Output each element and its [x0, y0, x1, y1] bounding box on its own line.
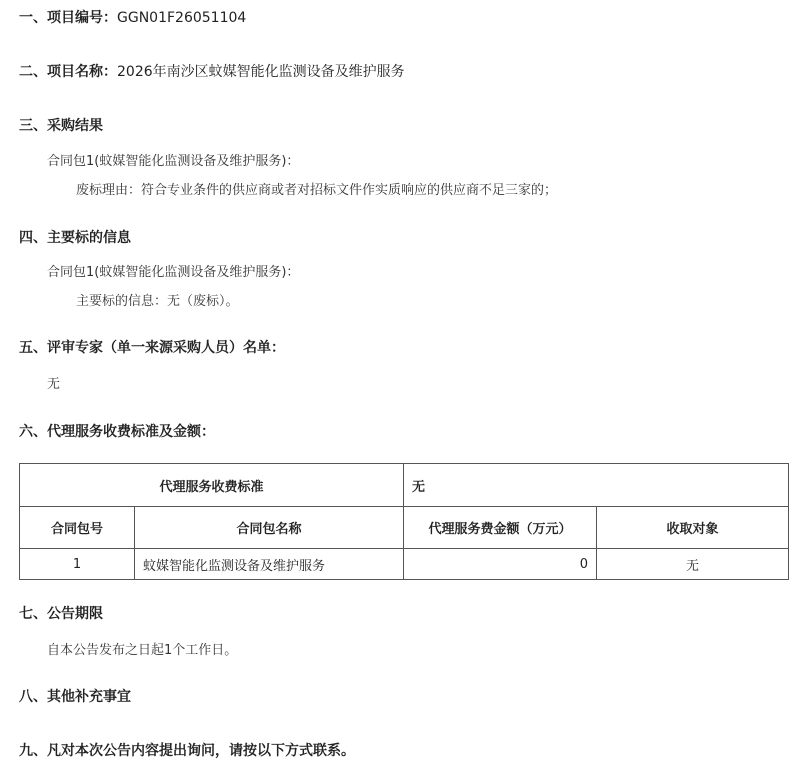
section-7-heading: 七、公告期限 [19, 606, 103, 622]
section-6-heading: 六、代理服务收费标准及金额： [19, 424, 215, 440]
table-row [20, 549, 789, 580]
section-7-content: 自本公告发布之日起1个工作日。 [47, 643, 238, 658]
project-name: 2026年南沙区蚊媒智能化监测设备及维护服务 [117, 64, 405, 80]
fee-table-header-row [20, 507, 789, 549]
project-number: GGN01F26051104 [117, 10, 247, 26]
section-3-package: 合同包1(蚊媒智能化监测设备及维护服务)： [47, 154, 300, 169]
header-package-name: 合同包名称 [135, 507, 404, 549]
section-1-label: 一、项目编号： [19, 10, 117, 26]
section-3-heading: 三、采购结果 [19, 118, 103, 134]
header-fee-amount: 代理服务费金额（万元） [404, 507, 597, 549]
section-1-heading [19, 9, 246, 27]
section-9-heading: 九、凡对本次公告内容提出询问，请按以下方式联系。 [19, 743, 355, 759]
section-2-label: 二、项目名称： [19, 64, 117, 80]
cell-payer: 无 [597, 549, 789, 580]
section-4-heading: 四、主要标的信息 [19, 230, 131, 246]
cell-package-no: 1 [20, 549, 135, 580]
section-2-heading [19, 63, 405, 81]
header-payer: 收取对象 [597, 507, 789, 549]
fee-standard-value: 无 [404, 464, 789, 507]
cell-package-name: 蚊媒智能化监测设备及维护服务 [135, 549, 404, 580]
section-3-detail: 废标理由：符合专业条件的供应商或者对招标文件作实质响应的供应商不足三家的； [76, 183, 558, 198]
header-package-no: 合同包号 [20, 507, 135, 549]
section-4-detail: 主要标的信息：无（废标）。 [76, 294, 239, 309]
section-5-content: 无 [47, 377, 61, 392]
cell-fee-amount: 0 [404, 549, 597, 580]
section-5-heading: 五、评审专家（单一来源采购人员）名单： [19, 340, 285, 356]
fee-standard-label: 代理服务收费标准 [20, 464, 404, 507]
section-4-package: 合同包1(蚊媒智能化监测设备及维护服务)： [47, 265, 300, 280]
fee-standard-row [20, 464, 789, 507]
section-8-heading: 八、其他补充事宜 [19, 689, 131, 705]
agency-fee-table [19, 463, 789, 580]
